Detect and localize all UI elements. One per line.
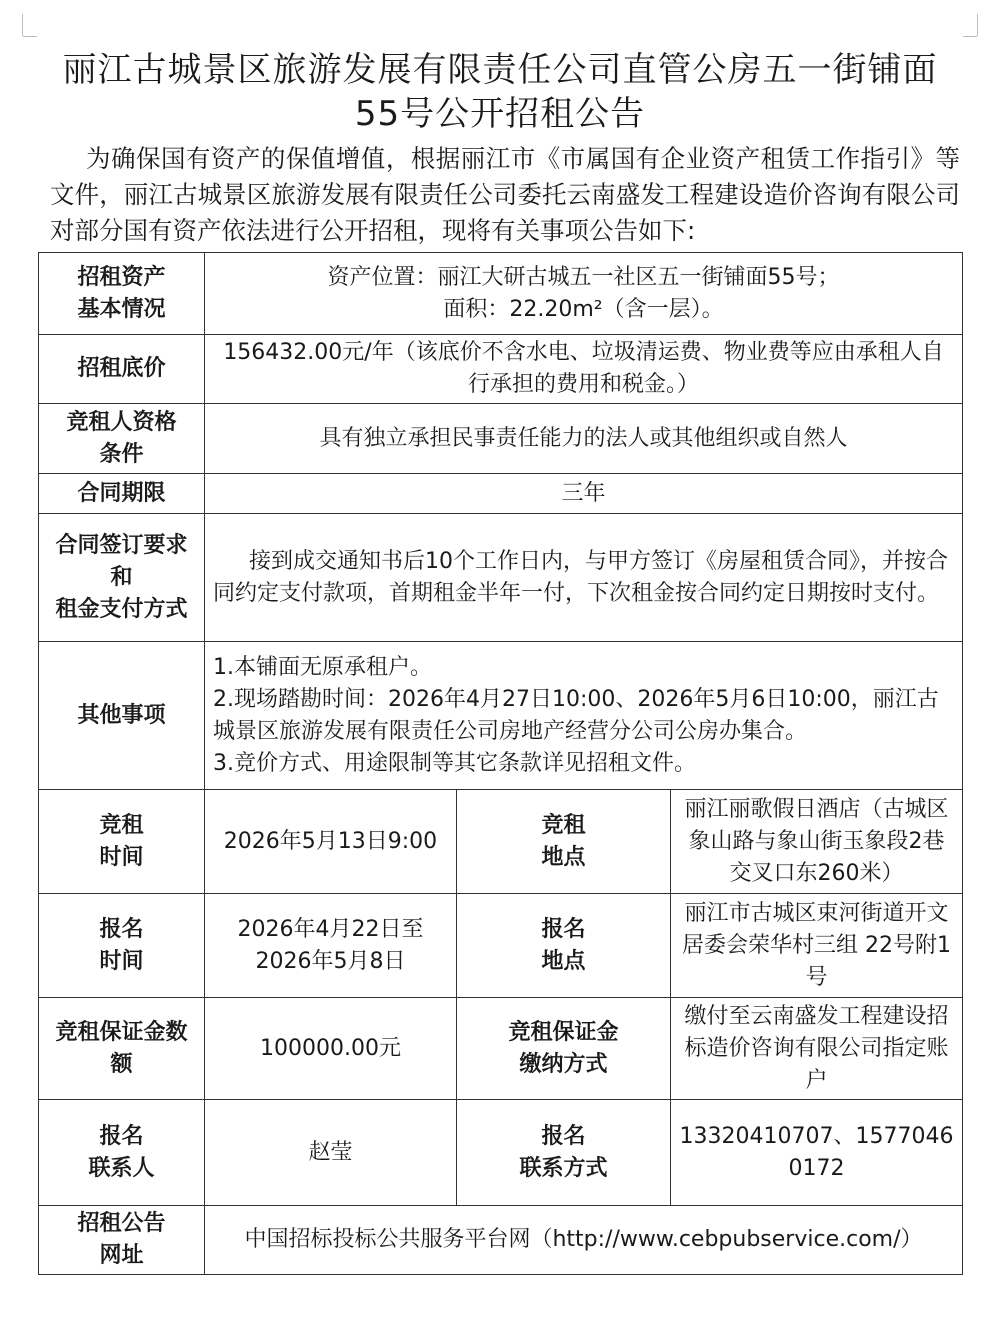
- contact-phone-label: 报名 联系方式: [457, 1100, 671, 1206]
- contract-value: 接到成交通知书后10个工作日内，与甲方签订《房屋租赁合同》，并按合同约定支付款项，首期租金半年一付，下次租金按合同约定日期按时支付。: [205, 514, 963, 642]
- reserve-price-value: 156432.00元/年（该底价不含水电、垃圾清运费、物业费等应由承租人自行承担的费用和税金。）: [205, 335, 963, 404]
- notice-title: 丽江古城景区旅游发展有限责任公司直管公房五一街铺面55号公开招租公告: [62, 50, 938, 134]
- registration-place-label: 报名 地点: [457, 894, 671, 998]
- registration-time-label: 报名 时间: [39, 894, 205, 998]
- crop-mark-left: [22, 14, 41, 36]
- notice-table: [38, 252, 963, 1275]
- website-value: 中国招标投标公共服务平台网（http://www.cebpubservice.com/）: [205, 1206, 963, 1275]
- deposit-method-label: 竞租保证金 缴纳方式: [457, 998, 671, 1100]
- contract-label: 合同签订要求和 租金支付方式: [39, 514, 205, 642]
- table-row-registration: [39, 894, 963, 998]
- table-row-contract: [39, 514, 963, 642]
- table-row-other: [39, 642, 963, 790]
- bidding-time-value: 2026年5月13日9:00: [205, 790, 457, 894]
- bidding-place-label: 竞租 地点: [457, 790, 671, 894]
- deposit-amount-label: 竞租保证金数额: [39, 998, 205, 1100]
- registration-place-value: 丽江市古城区束河街道开文居委会荣华村三组 22号附1号: [671, 894, 963, 998]
- deposit-amount-value: 100000.00元: [205, 998, 457, 1100]
- contact-person-label: 报名 联系人: [39, 1100, 205, 1206]
- table-row-deposit: [39, 998, 963, 1100]
- contact-phone-value: 13320410707、15770460172: [671, 1100, 963, 1206]
- reserve-price-label: 招租底价: [39, 335, 205, 404]
- asset-value: 资产位置：丽江大研古城五一社区五一街铺面55号； 面积：22.20m²（含一层）。: [205, 253, 963, 335]
- table-row-reserve-price: [39, 335, 963, 404]
- table-row-term: [39, 474, 963, 514]
- other-item-2: 2.现场踏勘时间：2026年4月27日10:00、2026年5月6日10:00，丽江古城景区旅游发展有限责任公司房地产经营分公司公房办集合。: [213, 686, 939, 744]
- contact-person-value: 赵莹: [205, 1100, 457, 1206]
- table-row-contact: [39, 1100, 963, 1206]
- term-value: 三年: [205, 474, 963, 514]
- qualification-label: 竞租人资格 条件: [39, 404, 205, 474]
- table-row-asset: [39, 253, 963, 335]
- crop-mark-right: [959, 14, 978, 36]
- bidding-time-label: 竞租 时间: [39, 790, 205, 894]
- qualification-value: 具有独立承担民事责任能力的法人或其他组织或自然人: [205, 404, 963, 474]
- website-label: 招租公告 网址: [39, 1206, 205, 1275]
- other-item-3: 3.竞价方式、用途限制等其它条款详见招租文件。: [213, 750, 696, 776]
- other-item-1: 1.本铺面无原承租户。: [213, 654, 432, 680]
- asset-label: 招租资产 基本情况: [39, 253, 205, 335]
- table-row-bidding: [39, 790, 963, 894]
- registration-time-value: 2026年4月22日至2026年5月8日: [205, 894, 457, 998]
- other-label: 其他事项: [39, 642, 205, 790]
- table-row-website: [39, 1206, 963, 1275]
- intro-paragraph: 为确保国有资产的保值增值，根据丽江市《市属国有企业资产租赁工作指引》等文件，丽江古城景区旅游发展有限责任公司委托云南盛发工程建设造价咨询有限公司对部分国有资产依法进行公开招租，现将有关事项公告如下:: [50, 144, 960, 245]
- other-value: [205, 642, 963, 790]
- term-label: 合同期限: [39, 474, 205, 514]
- table-row-qualification: [39, 404, 963, 474]
- bidding-place-value: 丽江丽歌假日酒店（古城区象山路与象山街玉象段2巷交叉口东260米）: [671, 790, 963, 894]
- deposit-method-value: 缴付至云南盛发工程建设招标造价咨询有限公司指定账户: [671, 998, 963, 1100]
